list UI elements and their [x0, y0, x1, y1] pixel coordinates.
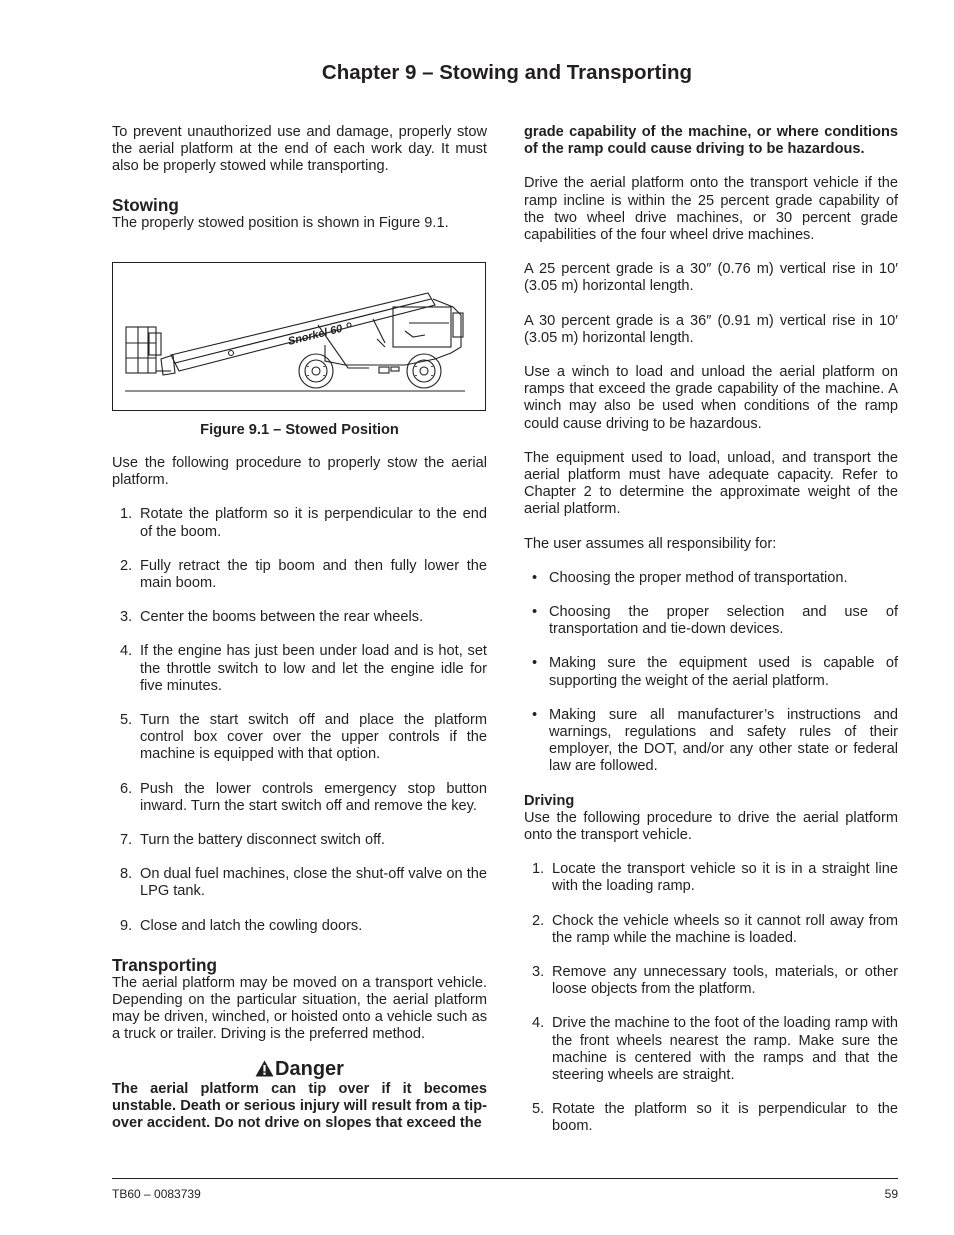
- danger-text-part2: grade capability of the machine, or where conditions of the ramp could cause driving to be hazardous.: [524, 124, 898, 158]
- bullet: •: [532, 604, 538, 621]
- danger-text-part1: The aerial platform can tip over if it becomes unstable. Death or serious injury will result from a tip-over accident. Do not drive on slopes that exceed the: [112, 1080, 487, 1132]
- list-item: [112, 918, 487, 935]
- step-text: Chock the vehicle wheels so it cannot roll away from the ramp while the machine is loaded.: [552, 912, 898, 946]
- stowing-heading: Stowing: [112, 194, 179, 215]
- page-title: Chapter 9 – Stowing and Transporting: [321, 61, 693, 84]
- step-number: 3.: [120, 609, 133, 626]
- stowing-text: The properly stowed position is shown in Figure 9.1.: [112, 214, 449, 231]
- list-item: [524, 1015, 898, 1084]
- paragraph: Drive the aerial platform onto the transport vehicle if the ramp incline is within the 25 percent grade capability of the two wheel drive machines, or 30 percent grade capabilities of the four wheel drive machines.: [524, 175, 898, 244]
- list-item: [524, 604, 898, 638]
- step-text: Locate the transport vehicle so it is in a straight line with the loading ramp.: [552, 861, 898, 895]
- list-item: [112, 558, 487, 592]
- step-number: 8.: [120, 866, 133, 883]
- step-number: 4.: [532, 1015, 545, 1032]
- driving-heading: Driving: [524, 792, 575, 809]
- figure-caption: Figure 9.1 – Stowed Position: [200, 421, 399, 438]
- step-text: Close and latch the cowling doors.: [140, 917, 363, 934]
- step-number: 1.: [120, 506, 133, 523]
- bullet: •: [532, 569, 538, 586]
- footer-document-id: TB60 – 0083739: [112, 1187, 201, 1201]
- list-item: [112, 609, 487, 626]
- list-item: [524, 707, 898, 776]
- procedure-intro: Use the following procedure to properly stow the aerial platform.: [112, 455, 487, 489]
- step-text: Rotate the platform so it is perpendicular to the boom.: [552, 1101, 898, 1135]
- list-item: [524, 964, 898, 998]
- step-number: 1.: [532, 861, 545, 878]
- bullet-text: Choosing the proper method of transportation.: [549, 569, 848, 586]
- step-number: 7.: [120, 832, 133, 849]
- step-number: 5.: [120, 712, 133, 729]
- responsibility-list: [524, 570, 898, 776]
- paragraph: The equipment used to load, unload, and transport the aerial platform must have adequate capacity. Refer to Chapter 2 to determine the approximate weight of the aerial platform.: [524, 449, 898, 518]
- left-column: [112, 124, 487, 1132]
- bullet-text: Making sure the equipment used is capable of supporting the weight of the aerial platform.: [549, 655, 898, 689]
- step-text: Rotate the platform so it is perpendicular to the end of the boom.: [140, 506, 487, 540]
- boom-logo-text: Snorkel 60: [286, 322, 344, 348]
- step-text: Turn the battery disconnect switch off.: [140, 832, 385, 849]
- list-item: [112, 506, 487, 540]
- list-item: [112, 712, 487, 764]
- bullet-text: Choosing the proper selection and use of transportation and tie-down devices.: [549, 604, 898, 638]
- step-text: If the engine has just been under load and is hot, set the throttle switch to low and let the engine idle for five minutes.: [140, 643, 487, 694]
- transporting-text: The aerial platform may be moved on a transport vehicle. Depending on the particular situation, the aerial platform may be driven, winched, or hoisted onto a vehicle such as a truck or trailer. Driving is the preferred method.: [112, 974, 487, 1043]
- danger-heading: [112, 1057, 487, 1081]
- danger-label: Danger: [275, 1057, 344, 1080]
- list-item: [112, 781, 487, 815]
- paragraph: The user assumes all responsibility for:: [524, 535, 777, 552]
- step-text: On dual fuel machines, close the shut-off valve on the LPG tank.: [140, 866, 487, 900]
- intro-paragraph: To prevent unauthorized use and damage, properly stow the aerial platform at the end of each work day. It must also be properly stowed while transporting.: [112, 124, 487, 175]
- step-text: Remove any unnecessary tools, materials, or other loose objects from the platform.: [552, 963, 898, 998]
- step-text: Drive the machine to the foot of the loading ramp with the front wheels nearest the ramp. Make sure the machine is centered with the ramps and that the steering wheels are straight.: [552, 1015, 898, 1083]
- paragraph: Use a winch to load and unload the aerial platform on ramps that exceed the grade capability of the machine. A winch may also be used when conditions of the ramp could cause driving to be hazardous.: [524, 364, 898, 432]
- list-item: [524, 570, 898, 587]
- step-number: 9.: [120, 917, 133, 934]
- paragraph: A 30 percent grade is a 36″ (0.91 m) vertical rise in 10′ (3.05 m) horizontal length.: [524, 312, 898, 346]
- driving-steps-list: [524, 861, 898, 1135]
- page-number: 59: [884, 1187, 898, 1201]
- list-item: [112, 643, 487, 695]
- paragraph: A 25 percent grade is a 30″ (0.76 m) vertical rise in 10′ (3.05 m) horizontal length.: [524, 261, 898, 295]
- stowing-steps-list: [112, 506, 487, 934]
- figure-stowed-position: [112, 262, 486, 411]
- list-item: [524, 655, 898, 689]
- step-number: 4.: [120, 643, 133, 660]
- step-number: 2.: [120, 557, 133, 574]
- list-item: [524, 861, 898, 895]
- warning-triangle-icon: [255, 1060, 274, 1077]
- aerial-platform-illustration: [113, 263, 487, 412]
- step-number: 5.: [532, 1101, 545, 1118]
- step-text: Center the booms between the rear wheels.: [140, 609, 424, 626]
- footer-divider: [112, 1178, 898, 1179]
- right-column: [524, 124, 898, 1136]
- transporting-heading: Transporting: [112, 954, 218, 975]
- driving-intro: Use the following procedure to drive the aerial platform onto the transport vehicle.: [524, 809, 898, 843]
- list-item: [524, 1101, 898, 1135]
- step-number: 3.: [532, 963, 545, 980]
- step-text: Turn the start switch off and place the platform control box cover over the upper controls if the machine is equipped with that option.: [140, 712, 487, 763]
- bullet: •: [532, 706, 538, 723]
- bullet: •: [532, 655, 538, 672]
- list-item: [524, 913, 898, 947]
- step-text: Fully retract the tip boom and then fully lower the main boom.: [140, 557, 487, 592]
- step-text: Push the lower controls emergency stop button inward. Turn the start switch off and remove the key.: [140, 780, 487, 814]
- step-number: 2.: [532, 912, 545, 929]
- list-item: [112, 866, 487, 900]
- list-item: [112, 832, 487, 849]
- bullet-text: Making sure all manufacturer’s instructions and warnings, regulations and safety rules of their employer, the DOT, and/or any other state or federal law are followed.: [549, 706, 898, 775]
- step-number: 6.: [120, 780, 133, 797]
